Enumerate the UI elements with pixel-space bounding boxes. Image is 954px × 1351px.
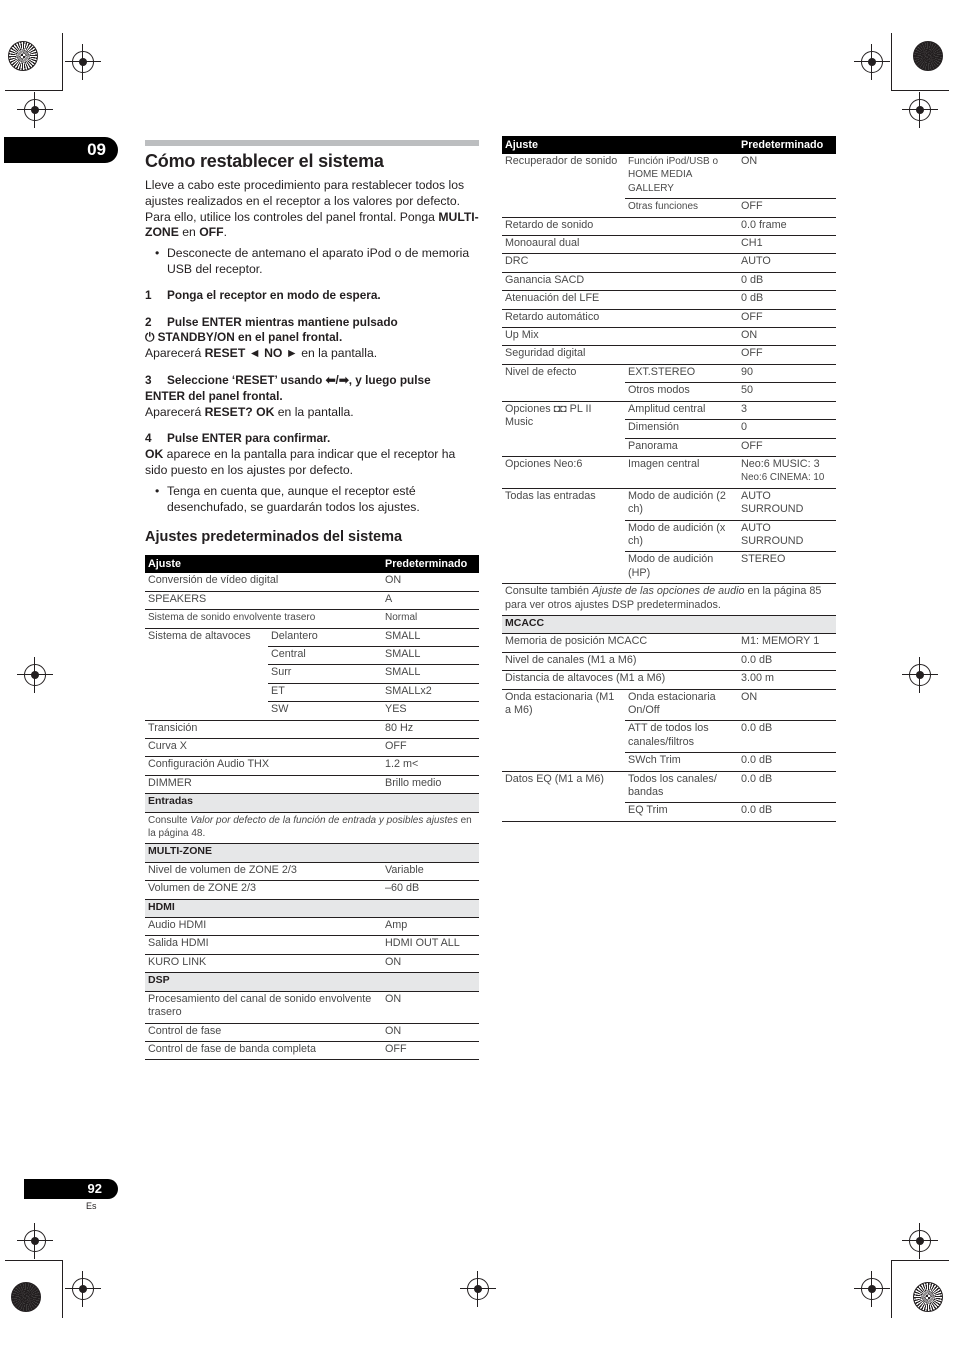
chapter-tab: 09 bbox=[4, 137, 118, 163]
language-code: Es bbox=[86, 1201, 97, 1211]
crosshair-mark bbox=[909, 1230, 931, 1252]
table-cell: EQ Trim bbox=[625, 803, 738, 821]
table-cell: ON bbox=[382, 954, 479, 972]
table-cell: Central bbox=[268, 646, 382, 664]
table-cell: SMALL bbox=[382, 665, 479, 683]
table-cell: 90 bbox=[738, 364, 836, 382]
table-row bbox=[145, 812, 479, 844]
step-4: 4 Pulse ENTER para confirmar. bbox=[145, 431, 331, 446]
table-cell: OFF bbox=[382, 1041, 479, 1059]
table-cell: 0.0 frame bbox=[738, 217, 836, 235]
table-cell: OFF bbox=[382, 739, 479, 757]
table-row bbox=[502, 272, 836, 290]
table-cell: DRC bbox=[502, 254, 738, 272]
table-cell: Todos los canales/ bandas bbox=[625, 771, 738, 803]
table-cell: 0.0 dB bbox=[738, 652, 836, 670]
table-cell: Curva X bbox=[145, 739, 382, 757]
table-cell: ATT de todos los canales/filtros bbox=[625, 721, 738, 753]
section-row-dsp bbox=[145, 973, 479, 991]
table-row bbox=[502, 689, 836, 721]
table-cell: AUTO SURROUND bbox=[738, 488, 836, 520]
table-row bbox=[145, 720, 479, 738]
step-2: 2 Pulse ENTER mientras mantiene pulsado ⏻ STANDBY/ON en el panel frontal. bbox=[145, 314, 398, 345]
table-cell: Opciones Neo:6 bbox=[502, 456, 625, 488]
crop-line bbox=[891, 90, 949, 91]
defaults-table-left bbox=[145, 555, 479, 1060]
table-cell: Sistema de sonido envolvente trasero bbox=[145, 610, 382, 628]
table-cell: Salida HDMI bbox=[145, 936, 382, 954]
table-cell: Onda estacionaria (M1 a M6) bbox=[502, 689, 625, 771]
table-row bbox=[145, 991, 479, 1023]
table-row bbox=[502, 236, 836, 254]
header-default: Predeterminado bbox=[738, 136, 836, 154]
crosshair-mark bbox=[72, 1278, 94, 1300]
table-row bbox=[145, 1041, 479, 1059]
table-row bbox=[502, 346, 836, 364]
table-cell: 0.0 dB bbox=[738, 721, 836, 753]
table-cell: SPEAKERS bbox=[145, 591, 382, 609]
header-default: Predeterminado bbox=[382, 555, 479, 573]
page-number: 92 bbox=[24, 1179, 118, 1199]
crosshair-mark bbox=[467, 1278, 489, 1300]
crop-line bbox=[891, 1260, 949, 1261]
header-setting: Ajuste bbox=[502, 136, 738, 154]
table-cell: SWch Trim bbox=[625, 753, 738, 771]
table-row bbox=[502, 328, 836, 346]
table-cell: A bbox=[382, 591, 479, 609]
table-cell: Imagen central bbox=[625, 456, 738, 488]
table-cell: Transición bbox=[145, 720, 382, 738]
table-cell: ON bbox=[382, 573, 479, 591]
crosshair-mark bbox=[909, 99, 931, 121]
table-cell: 0 dB bbox=[738, 291, 836, 309]
table-cell: Modo de audición (2 ch) bbox=[625, 488, 738, 520]
table-cell: Amp bbox=[382, 918, 479, 936]
table-row bbox=[145, 1023, 479, 1041]
table-cell: Otras funciones bbox=[625, 199, 738, 217]
table-row bbox=[145, 918, 479, 936]
crosshair-mark bbox=[72, 51, 94, 73]
crosshair-mark bbox=[24, 664, 46, 686]
table-row bbox=[502, 488, 836, 520]
table-cell: M1: MEMORY 1 bbox=[738, 634, 836, 652]
table-cell: Monoaural dual bbox=[502, 236, 738, 254]
table-row bbox=[502, 254, 836, 272]
table-cell: DSP bbox=[145, 973, 479, 991]
table-cell: SMALL bbox=[382, 628, 479, 646]
table-cell: CH1 bbox=[738, 236, 836, 254]
section-row-hdmi bbox=[145, 899, 479, 917]
table-row bbox=[145, 881, 479, 899]
table-cell: Amplitud central bbox=[625, 401, 738, 419]
header-setting: Ajuste bbox=[145, 555, 382, 573]
crop-line bbox=[62, 33, 63, 91]
step-1: 1 Ponga el receptor en modo de espera. bbox=[145, 287, 381, 302]
table-row bbox=[145, 573, 479, 591]
table-cell: Distancia de altavoces (M1 a M6) bbox=[502, 671, 738, 689]
table-row bbox=[145, 775, 479, 793]
table-cell: ON bbox=[738, 328, 836, 346]
table-row bbox=[502, 771, 836, 803]
table-row bbox=[145, 862, 479, 880]
table-cell: Otros modos bbox=[625, 383, 738, 401]
registration-sun-top-left bbox=[8, 41, 38, 71]
table-cell: Conversión de vídeo digital bbox=[145, 573, 382, 591]
table-cell: ON bbox=[738, 154, 836, 199]
table-cell: 0.0 dB bbox=[738, 771, 836, 803]
step-4-result: OK aparece en la pantalla para indicar que el receptor ha sido puesto en los ajustes por defecto. bbox=[145, 447, 456, 477]
table-cell: OFF bbox=[738, 346, 836, 364]
table-cell: Recuperador de sonido bbox=[502, 154, 625, 217]
step-3-result: Aparecerá RESET? OK en la pantalla. bbox=[145, 404, 354, 419]
table-cell: OFF bbox=[738, 438, 836, 456]
table-cell: Atenuación del LFE bbox=[502, 291, 738, 309]
table-cell: Nivel de volumen de ZONE 2/3 bbox=[145, 862, 382, 880]
table-cell: SMALLx2 bbox=[382, 683, 479, 701]
table-cell: Función iPod/USB o HOME MEDIA GALLERY bbox=[625, 154, 738, 199]
table-cell: Control de fase bbox=[145, 1023, 382, 1041]
table-cell: Consulte Valor por defecto de la función de entrada y posibles ajustes en la página 48. bbox=[145, 812, 479, 844]
table-cell: 80 Hz bbox=[382, 720, 479, 738]
table-cell: OFF bbox=[738, 199, 836, 217]
table-cell: HDMI bbox=[145, 899, 479, 917]
registration-sun-bottom-left bbox=[11, 1282, 41, 1312]
table-row bbox=[502, 671, 836, 689]
table-cell: MCACC bbox=[502, 615, 836, 633]
table-row bbox=[145, 757, 479, 775]
crosshair-mark bbox=[24, 1230, 46, 1252]
table-cell: 0.0 dB bbox=[738, 803, 836, 821]
table-cell: KURO LINK bbox=[145, 954, 382, 972]
table-cell: Volumen de ZONE 2/3 bbox=[145, 881, 382, 899]
registration-sun-top-right bbox=[913, 41, 943, 71]
table-row bbox=[502, 364, 836, 382]
table-cell: 0 dB bbox=[738, 272, 836, 290]
table-row bbox=[502, 154, 836, 199]
table-cell: Panorama bbox=[625, 438, 738, 456]
registration-sun-bottom-right bbox=[913, 1282, 943, 1312]
crop-line bbox=[5, 1260, 63, 1261]
table-cell: Audio HDMI bbox=[145, 918, 382, 936]
table-cell: Configuración Audio THX bbox=[145, 757, 382, 775]
bullet-disconnect: • Desconecte de antemano el aparato iPod o de memoria USB del receptor. bbox=[145, 246, 479, 278]
crop-line bbox=[891, 1260, 892, 1318]
table-cell: SMALL bbox=[382, 646, 479, 664]
table-cell: ET bbox=[268, 683, 382, 701]
defaults-table-right bbox=[502, 136, 836, 822]
table-cell: Neo:6 MUSIC: 3 Neo:6 CINEMA: 10 bbox=[738, 456, 836, 488]
crosshair-mark bbox=[861, 1278, 883, 1300]
table-row bbox=[502, 652, 836, 670]
table-row bbox=[502, 309, 836, 327]
table-row bbox=[145, 591, 479, 609]
crosshair-mark bbox=[861, 51, 883, 73]
table-cell: Memoria de posición MCACC bbox=[502, 634, 738, 652]
table-cell: 0 bbox=[738, 420, 836, 438]
table-cell: Surr bbox=[268, 665, 382, 683]
table-cell: Todas las entradas bbox=[502, 488, 625, 583]
intro-paragraph: Lleve a cabo este procedimiento para restablecer todos los ajustes realizados en el receptor a los valores por defecto. Para ello, utilice los controles del panel frontal. Ponga MULTI-ZONE en OFF. bbox=[145, 178, 479, 240]
table-row bbox=[502, 291, 836, 309]
table-cell: Nivel de efecto bbox=[502, 364, 625, 401]
table-row bbox=[502, 634, 836, 652]
table-row bbox=[145, 739, 479, 757]
table-row bbox=[502, 401, 836, 419]
table-row bbox=[145, 936, 479, 954]
section-row-mcacc bbox=[502, 615, 836, 633]
table-cell: MULTI-ZONE bbox=[145, 844, 479, 862]
table-cell: Modo de audición (HP) bbox=[625, 552, 738, 584]
table-row bbox=[502, 584, 836, 616]
table-cell: 3 bbox=[738, 401, 836, 419]
table-cell: 50 bbox=[738, 383, 836, 401]
table-cell: 0.0 dB bbox=[738, 753, 836, 771]
section-row-multizone bbox=[145, 844, 479, 862]
table-cell: Normal bbox=[382, 610, 479, 628]
crop-line bbox=[5, 90, 63, 91]
table-cell: Dimensión bbox=[625, 420, 738, 438]
pl2-music-options: Opciones ◘◘ PL II Music bbox=[502, 401, 625, 456]
table-cell: SW bbox=[268, 702, 382, 720]
table-row bbox=[145, 954, 479, 972]
table-cell: Sistema de altavoces bbox=[145, 628, 268, 720]
table-cell: Procesamiento del canal de sonido envolvente trasero bbox=[145, 991, 382, 1023]
step-2-result: Aparecerá RESET ◄ NO ► en la pantalla. bbox=[145, 346, 378, 361]
table-cell: ON bbox=[382, 1023, 479, 1041]
table-row bbox=[145, 610, 479, 628]
crop-line bbox=[62, 1260, 63, 1318]
title-rule bbox=[145, 140, 479, 146]
table-cell: AUTO bbox=[738, 254, 836, 272]
crop-line bbox=[891, 33, 892, 91]
table-cell: Retardo automático bbox=[502, 309, 738, 327]
table-cell: Datos EQ (M1 a M6) bbox=[502, 771, 625, 821]
table-cell: STEREO bbox=[738, 552, 836, 584]
table-cell: ON bbox=[382, 991, 479, 1023]
section-title-defaults: Ajustes predeterminados del sistema bbox=[145, 529, 403, 546]
table-row bbox=[145, 628, 479, 646]
table-cell: Delantero bbox=[268, 628, 382, 646]
table-cell: DIMMER bbox=[145, 775, 382, 793]
table-cell: 3.00 m bbox=[738, 671, 836, 689]
bullet-settings-kept: • Tenga en cuenta que, aunque el receptor esté desenchufado, se guardarán todos los ajustes. bbox=[145, 484, 479, 516]
page-title: Cómo restablecer el sistema bbox=[145, 151, 384, 171]
table-cell: YES bbox=[382, 702, 479, 720]
section-row-inputs bbox=[145, 794, 479, 812]
table-cell: Nivel de canales (M1 a M6) bbox=[502, 652, 738, 670]
table-cell: –60 dB bbox=[382, 881, 479, 899]
table-cell: Variable bbox=[382, 862, 479, 880]
table-cell: Ganancia SACD bbox=[502, 272, 738, 290]
table-cell: Control de fase de banda completa bbox=[145, 1041, 382, 1059]
table-cell: Onda estacionaria On/Off bbox=[625, 689, 738, 721]
table-cell: OFF bbox=[738, 309, 836, 327]
left-column bbox=[145, 140, 479, 1060]
table-cell: ON bbox=[738, 689, 836, 721]
table-cell: AUTO SURROUND bbox=[738, 520, 836, 552]
step-3: 3 Seleccione ‘RESET’ usando ⬅/➡, y luego pulse ENTER del panel frontal. bbox=[145, 372, 431, 403]
table-cell: Modo de audición (x ch) bbox=[625, 520, 738, 552]
table-cell: Retardo de sonido bbox=[502, 217, 738, 235]
table-cell: Up Mix bbox=[502, 328, 738, 346]
table-cell: EXT.STEREO bbox=[625, 364, 738, 382]
table-cell: Entradas bbox=[145, 794, 479, 812]
table-cell: Brillo medio bbox=[382, 775, 479, 793]
table-row bbox=[502, 456, 836, 488]
table-cell: Seguridad digital bbox=[502, 346, 738, 364]
crosshair-mark bbox=[909, 664, 931, 686]
crosshair-mark bbox=[24, 99, 46, 121]
table-cell: HDMI OUT ALL bbox=[382, 936, 479, 954]
table-row bbox=[502, 217, 836, 235]
table-cell: Consulte también Ajuste de las opciones de audio en la página 85 para ver otros ajustes DSP predeterminados. bbox=[502, 584, 836, 616]
table-cell: 1.2 m< bbox=[382, 757, 479, 775]
right-column bbox=[502, 136, 836, 822]
